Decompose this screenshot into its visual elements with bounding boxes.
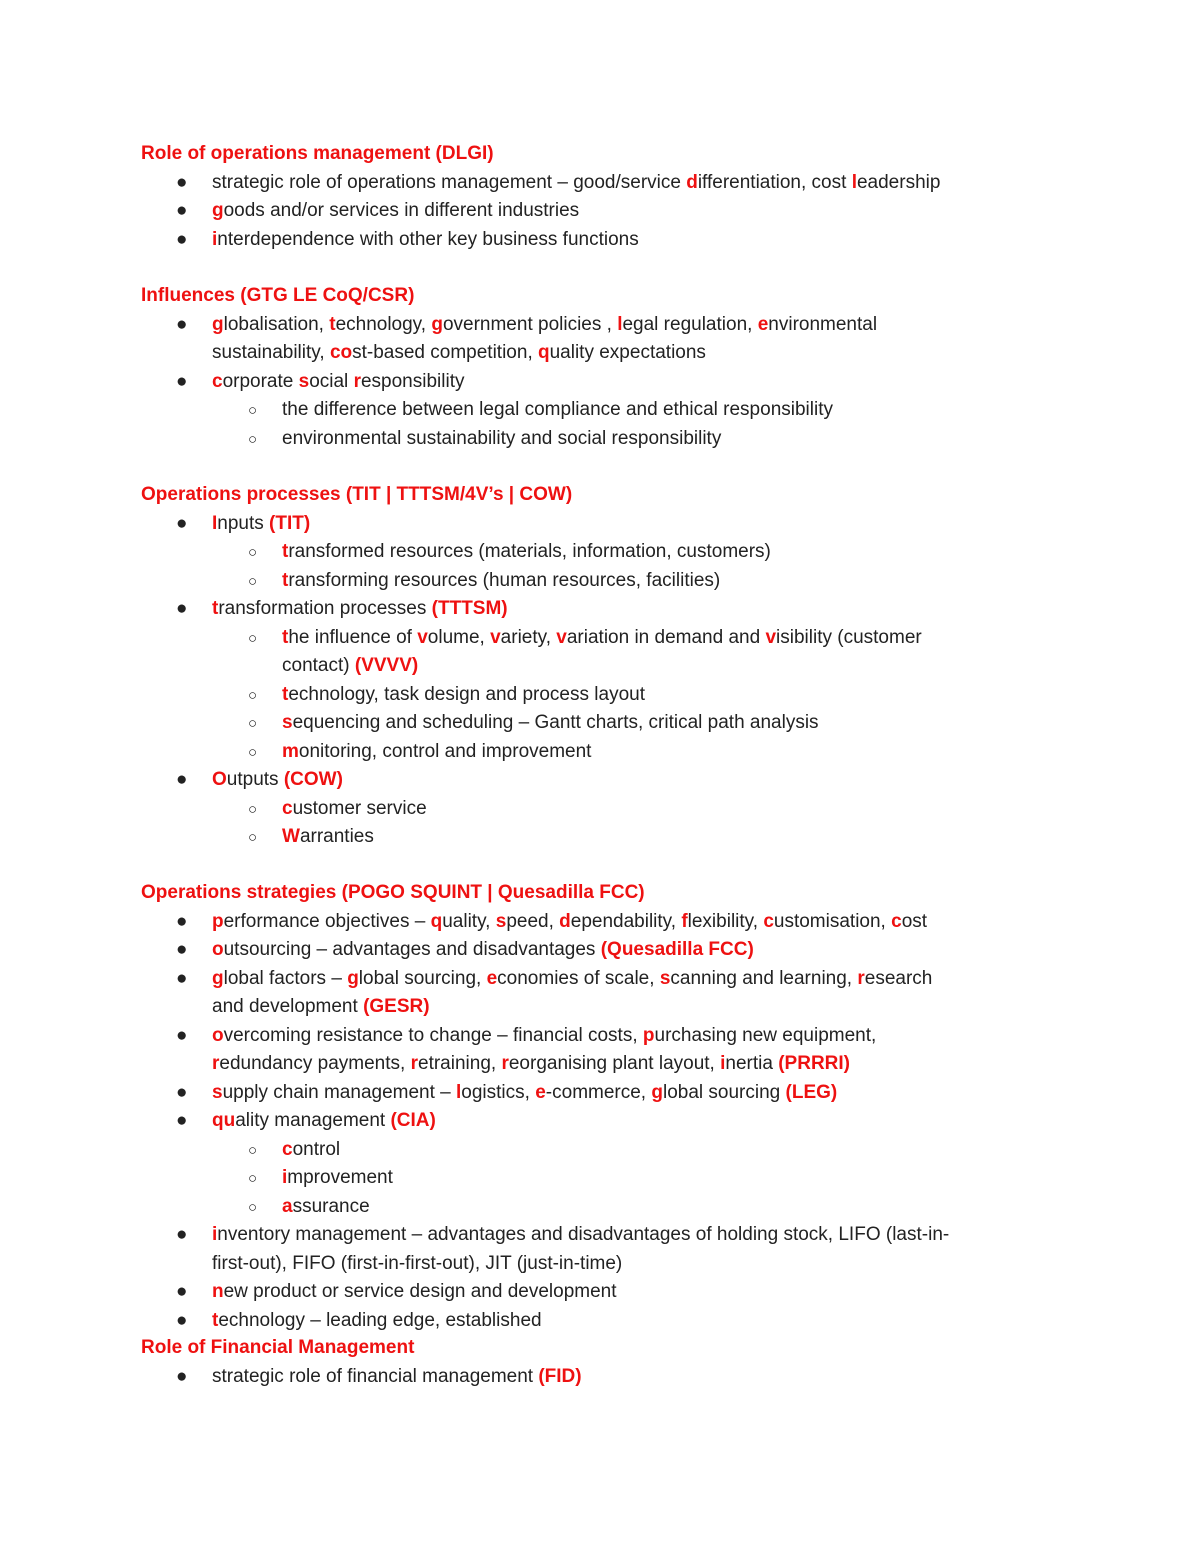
list-item-line: [282, 823, 374, 852]
list-item-line: [212, 1107, 436, 1136]
section-heading: Operations strategies (POGO SQUINT | Quesadilla FCC): [141, 882, 645, 903]
highlight-text: n: [212, 1281, 224, 1302]
highlight-text: O: [212, 769, 227, 790]
highlight-text: i: [282, 1167, 288, 1188]
body-text: lobalisation,: [223, 313, 330, 335]
highlight-text: q: [430, 910, 443, 932]
highlight-text: r: [410, 1053, 418, 1074]
circle-bullet-icon: ○: [248, 402, 258, 419]
list-item-line: [212, 226, 639, 255]
highlight-text: (VVVV): [354, 655, 419, 676]
body-text: ew product or service design and development: [223, 1281, 617, 1302]
list-item-line: [212, 368, 464, 397]
bullet-icon: ●: [176, 512, 188, 534]
body-text: strategic role of financial management: [212, 1365, 539, 1387]
list-item-line: [212, 1022, 876, 1051]
body-text: ontrol: [292, 1138, 341, 1160]
list-item-line: [212, 311, 877, 340]
highlight-text: W: [282, 826, 300, 847]
highlight-text: (TTTSM): [431, 598, 508, 619]
body-text: echnology,: [335, 313, 432, 335]
highlight-text: t: [329, 313, 336, 335]
body-text: ality management: [235, 1110, 391, 1131]
highlight-text: f: [681, 910, 688, 932]
highlight-text: a: [282, 1195, 293, 1217]
body-text: ost: [901, 910, 928, 932]
body-text: upply chain management –: [222, 1081, 457, 1103]
bullet-icon: ●: [176, 1309, 188, 1331]
body-text: esearch: [864, 967, 933, 989]
list-item-line: [212, 197, 579, 226]
highlight-text: t: [282, 541, 289, 562]
bullet-icon: ●: [176, 967, 188, 989]
circle-bullet-icon: ○: [248, 1141, 258, 1159]
highlight-text: e: [486, 967, 498, 989]
body-text: conomies of scale,: [497, 967, 660, 989]
body-text: ustomer service: [292, 797, 427, 819]
body-text: ssurance: [292, 1195, 370, 1217]
list-item-line: [282, 709, 819, 738]
list-item-line: [212, 936, 754, 965]
circle-bullet-icon: ○: [248, 629, 258, 647]
highlight-text: d: [559, 910, 571, 932]
highlight-text: I: [212, 512, 218, 534]
list-item-line: [282, 567, 720, 596]
body-text: nputs: [217, 512, 270, 534]
highlight-text: v: [417, 626, 428, 648]
highlight-text: (PRRRI): [778, 1053, 850, 1074]
highlight-text: g: [431, 313, 443, 335]
body-text: utsourcing – advantages and disadvantages: [223, 939, 601, 960]
highlight-text: (COW): [283, 769, 343, 790]
highlight-text: p: [212, 910, 224, 932]
bullet-icon: ●: [176, 313, 188, 335]
highlight-text: s: [298, 370, 310, 392]
highlight-text: t: [212, 598, 219, 619]
body-text: echnology, task design and process layout: [288, 683, 645, 705]
bullet-icon: ●: [176, 1224, 188, 1245]
body-text: lobal sourcing: [662, 1081, 786, 1103]
body-text: environmental sustainability and social responsibility: [282, 427, 722, 449]
highlight-text: g: [347, 967, 359, 989]
bullet-icon: ●: [176, 171, 188, 193]
body-text: orporate: [222, 370, 299, 392]
highlight-text: v: [556, 626, 567, 648]
highlight-text: i: [212, 228, 218, 250]
circle-bullet-icon: ○: [248, 743, 258, 761]
bullet-icon: ●: [176, 598, 188, 619]
body-text: erformance objectives –: [223, 910, 431, 932]
highlight-text: g: [651, 1081, 663, 1103]
circle-bullet-icon: ○: [248, 430, 258, 448]
highlight-text: t: [282, 626, 289, 648]
list-item-line: [212, 965, 932, 994]
bullet-icon: ●: [176, 1281, 188, 1302]
list-item-line: [212, 1278, 617, 1307]
body-text: etraining,: [418, 1053, 502, 1074]
highlight-text: t: [282, 569, 289, 591]
body-text: nertia: [725, 1053, 779, 1074]
circle-bullet-icon: ○: [248, 1170, 258, 1187]
section-heading: Role of Financial Management: [141, 1337, 415, 1358]
highlight-text: l: [617, 313, 623, 335]
body-text: first-out), FIFO (first-in-first-out), JIT (just-in-time): [212, 1252, 623, 1274]
body-text: mprovement: [287, 1167, 393, 1188]
body-text: ransforming resources (human resources, facilities): [288, 569, 721, 591]
circle-bullet-icon: ○: [248, 1198, 258, 1216]
highlight-text: (FID): [538, 1365, 582, 1387]
list-item-line: [212, 169, 940, 198]
highlight-text: qu: [212, 1110, 236, 1131]
highlight-text: o: [212, 939, 224, 960]
highlight-text: c: [282, 1138, 293, 1160]
highlight-text: s: [282, 712, 293, 733]
bullet-icon: ●: [176, 228, 188, 250]
highlight-text: c: [891, 910, 902, 932]
bullet-icon: ●: [176, 1110, 188, 1131]
circle-bullet-icon: ○: [248, 715, 258, 732]
body-text: -commerce,: [545, 1081, 652, 1103]
bullet-icon: ●: [176, 769, 188, 790]
body-text: ransformation processes: [218, 598, 432, 619]
bullet-icon: ●: [176, 1081, 188, 1103]
list-item-line: [212, 1250, 622, 1279]
list-item-line: [212, 595, 508, 624]
body-text: contact): [282, 655, 355, 676]
list-item-line: [212, 908, 927, 937]
highlight-text: r: [857, 967, 865, 989]
list-item-line: [212, 1221, 949, 1250]
highlight-text: v: [490, 626, 501, 648]
body-text: oods and/or services in different industries: [223, 200, 580, 221]
body-text: utputs: [226, 769, 284, 790]
body-text: canning and learning,: [670, 967, 858, 989]
highlight-text: r: [212, 1053, 220, 1074]
body-text: uality,: [442, 910, 496, 932]
list-item-line: [282, 652, 418, 681]
highlight-text: (GESR): [363, 996, 430, 1017]
list-item-line: [282, 1193, 370, 1222]
body-text: ogistics,: [461, 1081, 536, 1103]
body-text: uality expectations: [549, 342, 706, 363]
body-text: ifferentiation, cost: [697, 171, 852, 193]
bullet-icon: ●: [176, 1365, 188, 1387]
highlight-text: i: [212, 1224, 218, 1245]
body-text: equencing and scheduling – Gantt charts, critical path analysis: [292, 712, 819, 733]
highlight-text: m: [282, 740, 299, 762]
list-item-line: [282, 538, 771, 567]
body-text: arranties: [299, 826, 374, 847]
highlight-text: g: [212, 200, 224, 221]
highlight-text: (TIT): [269, 512, 311, 534]
list-item-line: [212, 339, 706, 368]
highlight-text: g: [212, 967, 224, 989]
body-text: nterdependence with other key business functions: [217, 228, 639, 250]
list-item-line: [282, 795, 427, 824]
circle-bullet-icon: ○: [248, 829, 258, 846]
highlight-text: s: [212, 1081, 223, 1103]
list-item-line: [282, 396, 833, 425]
body-text: edundancy payments,: [219, 1053, 411, 1074]
list-item-line: [282, 425, 721, 454]
circle-bullet-icon: ○: [248, 686, 258, 704]
bullet-icon: ●: [176, 939, 188, 960]
list-item-line: [212, 766, 343, 795]
highlight-text: r: [353, 370, 361, 392]
body-text: ocial: [309, 370, 354, 392]
list-item-line: [282, 624, 922, 653]
body-text: and development: [212, 996, 364, 1017]
list-item-line: [212, 993, 430, 1022]
body-text: ransformed resources (materials, information, customers): [288, 541, 771, 562]
bullet-icon: ●: [176, 1024, 188, 1046]
section-heading: Operations processes (TIT | TTTSM/4V’s | COW): [141, 484, 573, 505]
body-text: vercoming resistance to change – financial costs,: [223, 1024, 643, 1046]
highlight-text: v: [765, 626, 777, 648]
body-text: esponsibility: [360, 370, 465, 392]
body-text: urchasing new equipment,: [654, 1024, 877, 1046]
body-text: egal regulation,: [622, 313, 758, 335]
highlight-text: e: [757, 313, 769, 335]
highlight-text: s: [495, 910, 507, 932]
list-item-line: [282, 738, 591, 767]
body-text: eadership: [856, 171, 941, 193]
highlight-text: (CIA): [390, 1110, 436, 1131]
body-text: onitoring, control and improvement: [298, 740, 592, 762]
bullet-icon: ●: [176, 200, 188, 221]
bullet-icon: ●: [176, 370, 188, 392]
circle-bullet-icon: ○: [248, 572, 258, 590]
highlight-text: q: [538, 342, 550, 363]
body-text: overnment policies ,: [442, 313, 618, 335]
highlight-text: l: [851, 171, 857, 193]
body-text: the difference between legal compliance and ethical responsibility: [282, 399, 833, 420]
body-text: st-based competition,: [352, 342, 538, 363]
highlight-text: co: [329, 342, 353, 363]
body-text: lexibility,: [687, 910, 764, 932]
highlight-text: t: [212, 1309, 219, 1331]
list-item-line: [212, 1050, 850, 1079]
highlight-text: g: [212, 313, 224, 335]
body-text: nventory management – advantages and disadvantages of holding stock, LIFO (last-in-: [217, 1224, 950, 1245]
body-text: ustomisation,: [773, 910, 892, 932]
highlight-text: d: [686, 171, 698, 193]
body-text: olume,: [427, 626, 491, 648]
highlight-text: (Quesadilla FCC): [600, 939, 754, 960]
highlight-text: i: [720, 1053, 726, 1074]
highlight-text: c: [763, 910, 774, 932]
highlight-text: p: [642, 1024, 655, 1046]
highlight-text: c: [282, 797, 293, 819]
highlight-text: e: [535, 1081, 546, 1103]
list-item-line: [212, 1307, 542, 1336]
body-text: nvironmental: [768, 313, 878, 335]
body-text: sustainability,: [212, 342, 330, 363]
body-text: isibility (customer: [776, 626, 922, 648]
list-item-line: [282, 1136, 340, 1165]
section-heading: Influences (GTG LE CoQ/CSR): [141, 285, 415, 306]
bullet-icon: ●: [176, 910, 188, 932]
highlight-text: (LEG): [785, 1081, 838, 1103]
body-text: ariation in demand and: [566, 626, 766, 648]
body-text: lobal factors –: [223, 967, 348, 989]
highlight-text: o: [212, 1024, 224, 1046]
body-text: strategic role of operations management – good/service: [212, 171, 687, 193]
circle-bullet-icon: ○: [248, 544, 258, 561]
highlight-text: r: [501, 1053, 509, 1074]
body-text: he influence of: [288, 626, 418, 648]
body-text: peed,: [506, 910, 560, 932]
list-item-line: [282, 681, 645, 710]
highlight-text: c: [212, 370, 223, 392]
list-item-line: [282, 1164, 393, 1193]
list-item-line: [212, 1079, 837, 1108]
body-text: lobal sourcing,: [358, 967, 487, 989]
circle-bullet-icon: ○: [248, 800, 258, 818]
section-heading: Role of operations management (DLGI): [141, 143, 494, 164]
body-text: echnology – leading edge, established: [218, 1309, 542, 1331]
highlight-text: l: [456, 1081, 462, 1103]
list-item-line: [212, 510, 310, 539]
body-text: eorganising plant layout,: [508, 1053, 721, 1074]
list-item-line: [212, 1363, 582, 1392]
body-text: ependability,: [570, 910, 682, 932]
highlight-text: t: [282, 683, 289, 705]
body-text: ariety,: [500, 626, 557, 648]
highlight-text: s: [659, 967, 671, 989]
